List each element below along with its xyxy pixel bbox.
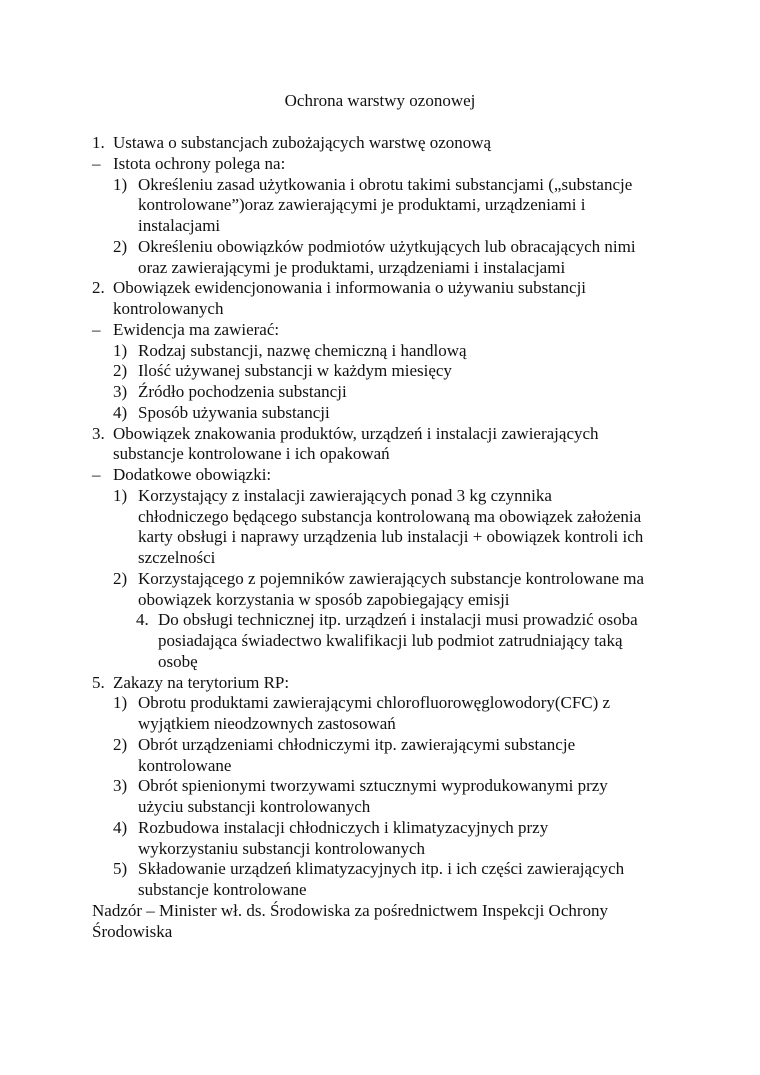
list-item-text xyxy=(138,486,760,569)
text-line: kontrolowanych xyxy=(113,299,224,318)
list-marker: 1) xyxy=(113,174,128,194)
list-marker: 5) xyxy=(113,859,128,879)
list-item xyxy=(0,673,760,694)
list-item-text xyxy=(113,465,760,486)
list-item-text xyxy=(138,382,760,403)
list-item-text xyxy=(138,403,760,424)
list-marker: 1. xyxy=(92,133,105,152)
text-line: kontrolowane”)oraz zawierającymi je produktami, urządzeniami i xyxy=(138,195,586,215)
list-item xyxy=(0,610,760,672)
list-item xyxy=(0,175,760,237)
document-body xyxy=(0,133,760,942)
text-line: Rozbudowa instalacji chłodniczych i klimatyzacyjnych przy xyxy=(138,817,549,837)
list-marker: 1) xyxy=(113,485,128,505)
list-item-text xyxy=(138,735,760,777)
list-marker: 2) xyxy=(113,236,128,256)
list-marker: – xyxy=(92,465,101,484)
list-marker: 4) xyxy=(113,817,128,837)
text-line: Obrót spienionymi tworzywami sztucznymi wyprodukowanymi przy xyxy=(138,776,608,796)
list-item-text xyxy=(138,569,760,611)
list-item xyxy=(0,341,760,362)
list-item-text xyxy=(138,776,760,818)
list-item-text xyxy=(113,673,760,694)
list-item xyxy=(0,693,760,735)
list-item xyxy=(0,465,760,486)
list-item-text xyxy=(138,361,760,382)
text-line: Do obsługi technicznej itp. urządzeń i instalacji musi prowadzić osoba xyxy=(158,610,638,630)
list-item-text xyxy=(158,610,760,672)
text-line: instalacjami xyxy=(138,216,221,235)
text-line: kontrolowane xyxy=(138,755,232,775)
text-line: użyciu substancji kontrolowanych xyxy=(138,797,371,816)
list-marker: 5. xyxy=(92,672,105,692)
list-marker: 3) xyxy=(113,776,128,796)
text-line: chłodniczego będącego substancja kontrolowaną ma obowiązek założenia xyxy=(138,506,642,526)
text-line: Obowiązek znakowania produktów, urządzeń i instalacji zawierających xyxy=(113,423,599,443)
text-line: substancje kontrolowane xyxy=(138,880,307,899)
list-item xyxy=(0,776,760,818)
text-line: Korzystający z instalacji zawierających ponad 3 kg czynnika xyxy=(138,485,552,505)
text-line: Obrotu produktami zawierającymi chlorofluorowęglowodory(CFC) z xyxy=(138,693,611,713)
list-item-text xyxy=(138,175,760,237)
text-line: posiadająca świadectwo kwalifikacji lub podmiot zatrudniający taką xyxy=(158,631,623,650)
list-item xyxy=(0,237,760,279)
list-item-text xyxy=(113,320,760,341)
list-item xyxy=(0,818,760,860)
list-item-text xyxy=(113,424,760,466)
list-item xyxy=(0,859,760,901)
text-line: Ewidencja ma zawierać: xyxy=(113,319,280,339)
list-item-text xyxy=(138,818,760,860)
list-item xyxy=(0,424,760,466)
text-line: Nadzór – Minister wł. ds. Środowiska za pośrednictwem Inspekcji Ochrony xyxy=(92,900,609,920)
list-marker: 2. xyxy=(92,278,105,298)
text-line: substancje kontrolowane i ich opakowań xyxy=(113,444,390,464)
text-line: Źródło pochodzenia substancji xyxy=(138,382,347,401)
list-item xyxy=(0,382,760,403)
text-line: Ustawa o substancjach zubożających warstwę ozonową xyxy=(113,133,492,152)
list-item-text xyxy=(113,154,760,175)
text-line: obowiązek korzystania w sposób zapobiegający emisji xyxy=(138,589,510,609)
text-line: oraz zawierającymi je produktami, urządzeniami i instalacjami xyxy=(138,257,566,277)
list-item-text xyxy=(138,237,760,279)
text-line: Określeniu obowiązków podmiotów użytkujących lub obracających nimi xyxy=(138,236,636,256)
list-item xyxy=(0,320,760,341)
list-marker: – xyxy=(92,319,101,339)
list-marker: – xyxy=(92,153,101,173)
text-line: Ilość używanej substancji w każdym miesięcy xyxy=(138,361,452,381)
text-line: Dodatkowe obowiązki: xyxy=(113,465,272,484)
list-item-text xyxy=(138,341,760,362)
list-item xyxy=(0,735,760,777)
text-line: Istota ochrony polega na: xyxy=(113,153,286,173)
list-item-text xyxy=(92,901,760,943)
text-line: Określeniu zasad użytkowania i obrotu takimi substancjami („substancje xyxy=(138,174,633,194)
list-item-text xyxy=(113,133,760,154)
text-line: Środowiska xyxy=(92,921,173,941)
list-marker: 1) xyxy=(113,693,128,713)
list-item xyxy=(0,403,760,424)
list-item-text xyxy=(113,278,760,320)
text-line: Obrót urządzeniami chłodniczymi itp. zawierającymi substancje xyxy=(138,734,576,754)
list-marker: 2) xyxy=(113,734,128,754)
list-item xyxy=(0,569,760,611)
text-line: szczelności xyxy=(138,548,216,567)
list-marker: 4) xyxy=(113,402,128,422)
list-marker: 3) xyxy=(113,382,128,401)
text-line: Korzystającego z pojemników zawierających substancje kontrolowane ma xyxy=(138,568,645,588)
list-item xyxy=(0,154,760,175)
list-marker: 2) xyxy=(113,568,128,588)
list-marker: 3. xyxy=(92,423,105,443)
list-item xyxy=(0,361,760,382)
text-line: wyjątkiem nieodzownych zastosowań xyxy=(138,714,396,733)
text-line: Rodzaj substancji, nazwę chemiczną i handlową xyxy=(138,340,467,360)
list-marker: 4. xyxy=(136,610,149,630)
list-item-text xyxy=(138,693,760,735)
document-title: Ochrona warstwy ozonowej xyxy=(284,91,476,110)
text-line: wykorzystaniu substancji kontrolowanych xyxy=(138,838,426,858)
text-line: Obowiązek ewidencjonowania i informowania o używaniu substancji xyxy=(113,278,587,298)
paragraph xyxy=(0,901,760,943)
list-item-text xyxy=(138,859,760,901)
text-line: Zakazy na terytorium RP: xyxy=(113,672,290,692)
text-line: osobę xyxy=(158,651,198,671)
list-marker: 1) xyxy=(113,340,128,360)
list-marker: 2) xyxy=(113,361,128,381)
list-item xyxy=(0,278,760,320)
text-line: Sposób używania substancji xyxy=(138,402,330,422)
text-line: Składowanie urządzeń klimatyzacyjnych itp. i ich części zawierających xyxy=(138,859,625,879)
text-line: karty obsługi i naprawy urządzenia lub instalacji + obowiązek kontroli ich xyxy=(138,527,644,547)
list-item xyxy=(0,133,760,154)
list-item xyxy=(0,486,760,569)
